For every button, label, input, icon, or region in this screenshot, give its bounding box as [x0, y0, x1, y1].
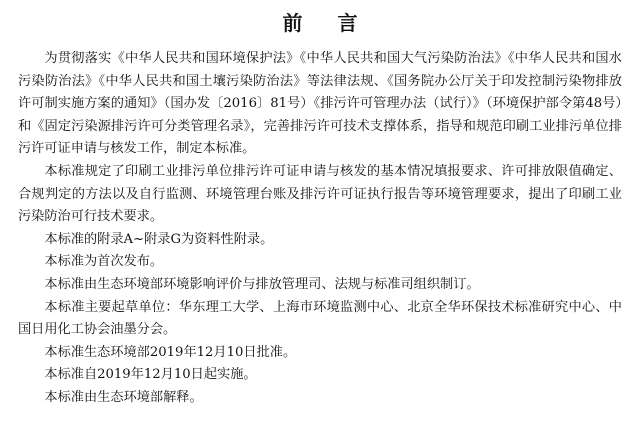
paragraph-drafting-units: 本标准主要起草单位：华东理工大学、上海市环境监测中心、北京全华环保技术标准研究中心、中国日用化工协会油墨分会。 — [18, 299, 622, 338]
paragraph-interpretation: 本标准由生态环境部解释。 — [44, 389, 203, 405]
paragraph-legal-basis: 为贯彻落实《中华人民共和国环境保护法》《中华人民共和国大气污染防治法》《中华人民共和国水污染防治法》《中华人民共和国土壤污染防治法》等法律法规、《国务院办公厅关于印发控制污染物排放许可制实施方案的通知》（国办发〔2016〕81号）《排污许可管理办法（试行）》（环境保护部令第48号）和《固定污染源排污许可分类管理名录》，完善排污许可技术支撑体系，指导和规范印刷工业排污单位排污许可证申请与核发工作，制定本标准。 — [18, 51, 622, 157]
paragraph-appendix: 本标准的附录A~附录G为资料性附录。 — [44, 231, 274, 247]
paragraph-first-release: 本标准为首次发布。 — [44, 254, 164, 270]
paragraph-scope: 本标准规定了印刷工业排污单位排污许可证申请与核发的基本情况填报要求、许可排放限值确定、合规判定的方法以及自行监测、环境管理台账及排污许可证执行报告等环境管理要求，提出了印刷工业污染防治可行技术要求。 — [18, 163, 622, 225]
paragraph-organizer: 本标准由生态环境部环境影响评价与排放管理司、法规与标准司组织制订。 — [44, 276, 480, 292]
paragraph-effective-date: 本标准自2019年12月10日起实施。 — [44, 367, 257, 383]
page-title: 前 言 — [282, 11, 372, 35]
paragraph-approval-date: 本标准生态环境部2019年12月10日批准。 — [44, 344, 297, 360]
